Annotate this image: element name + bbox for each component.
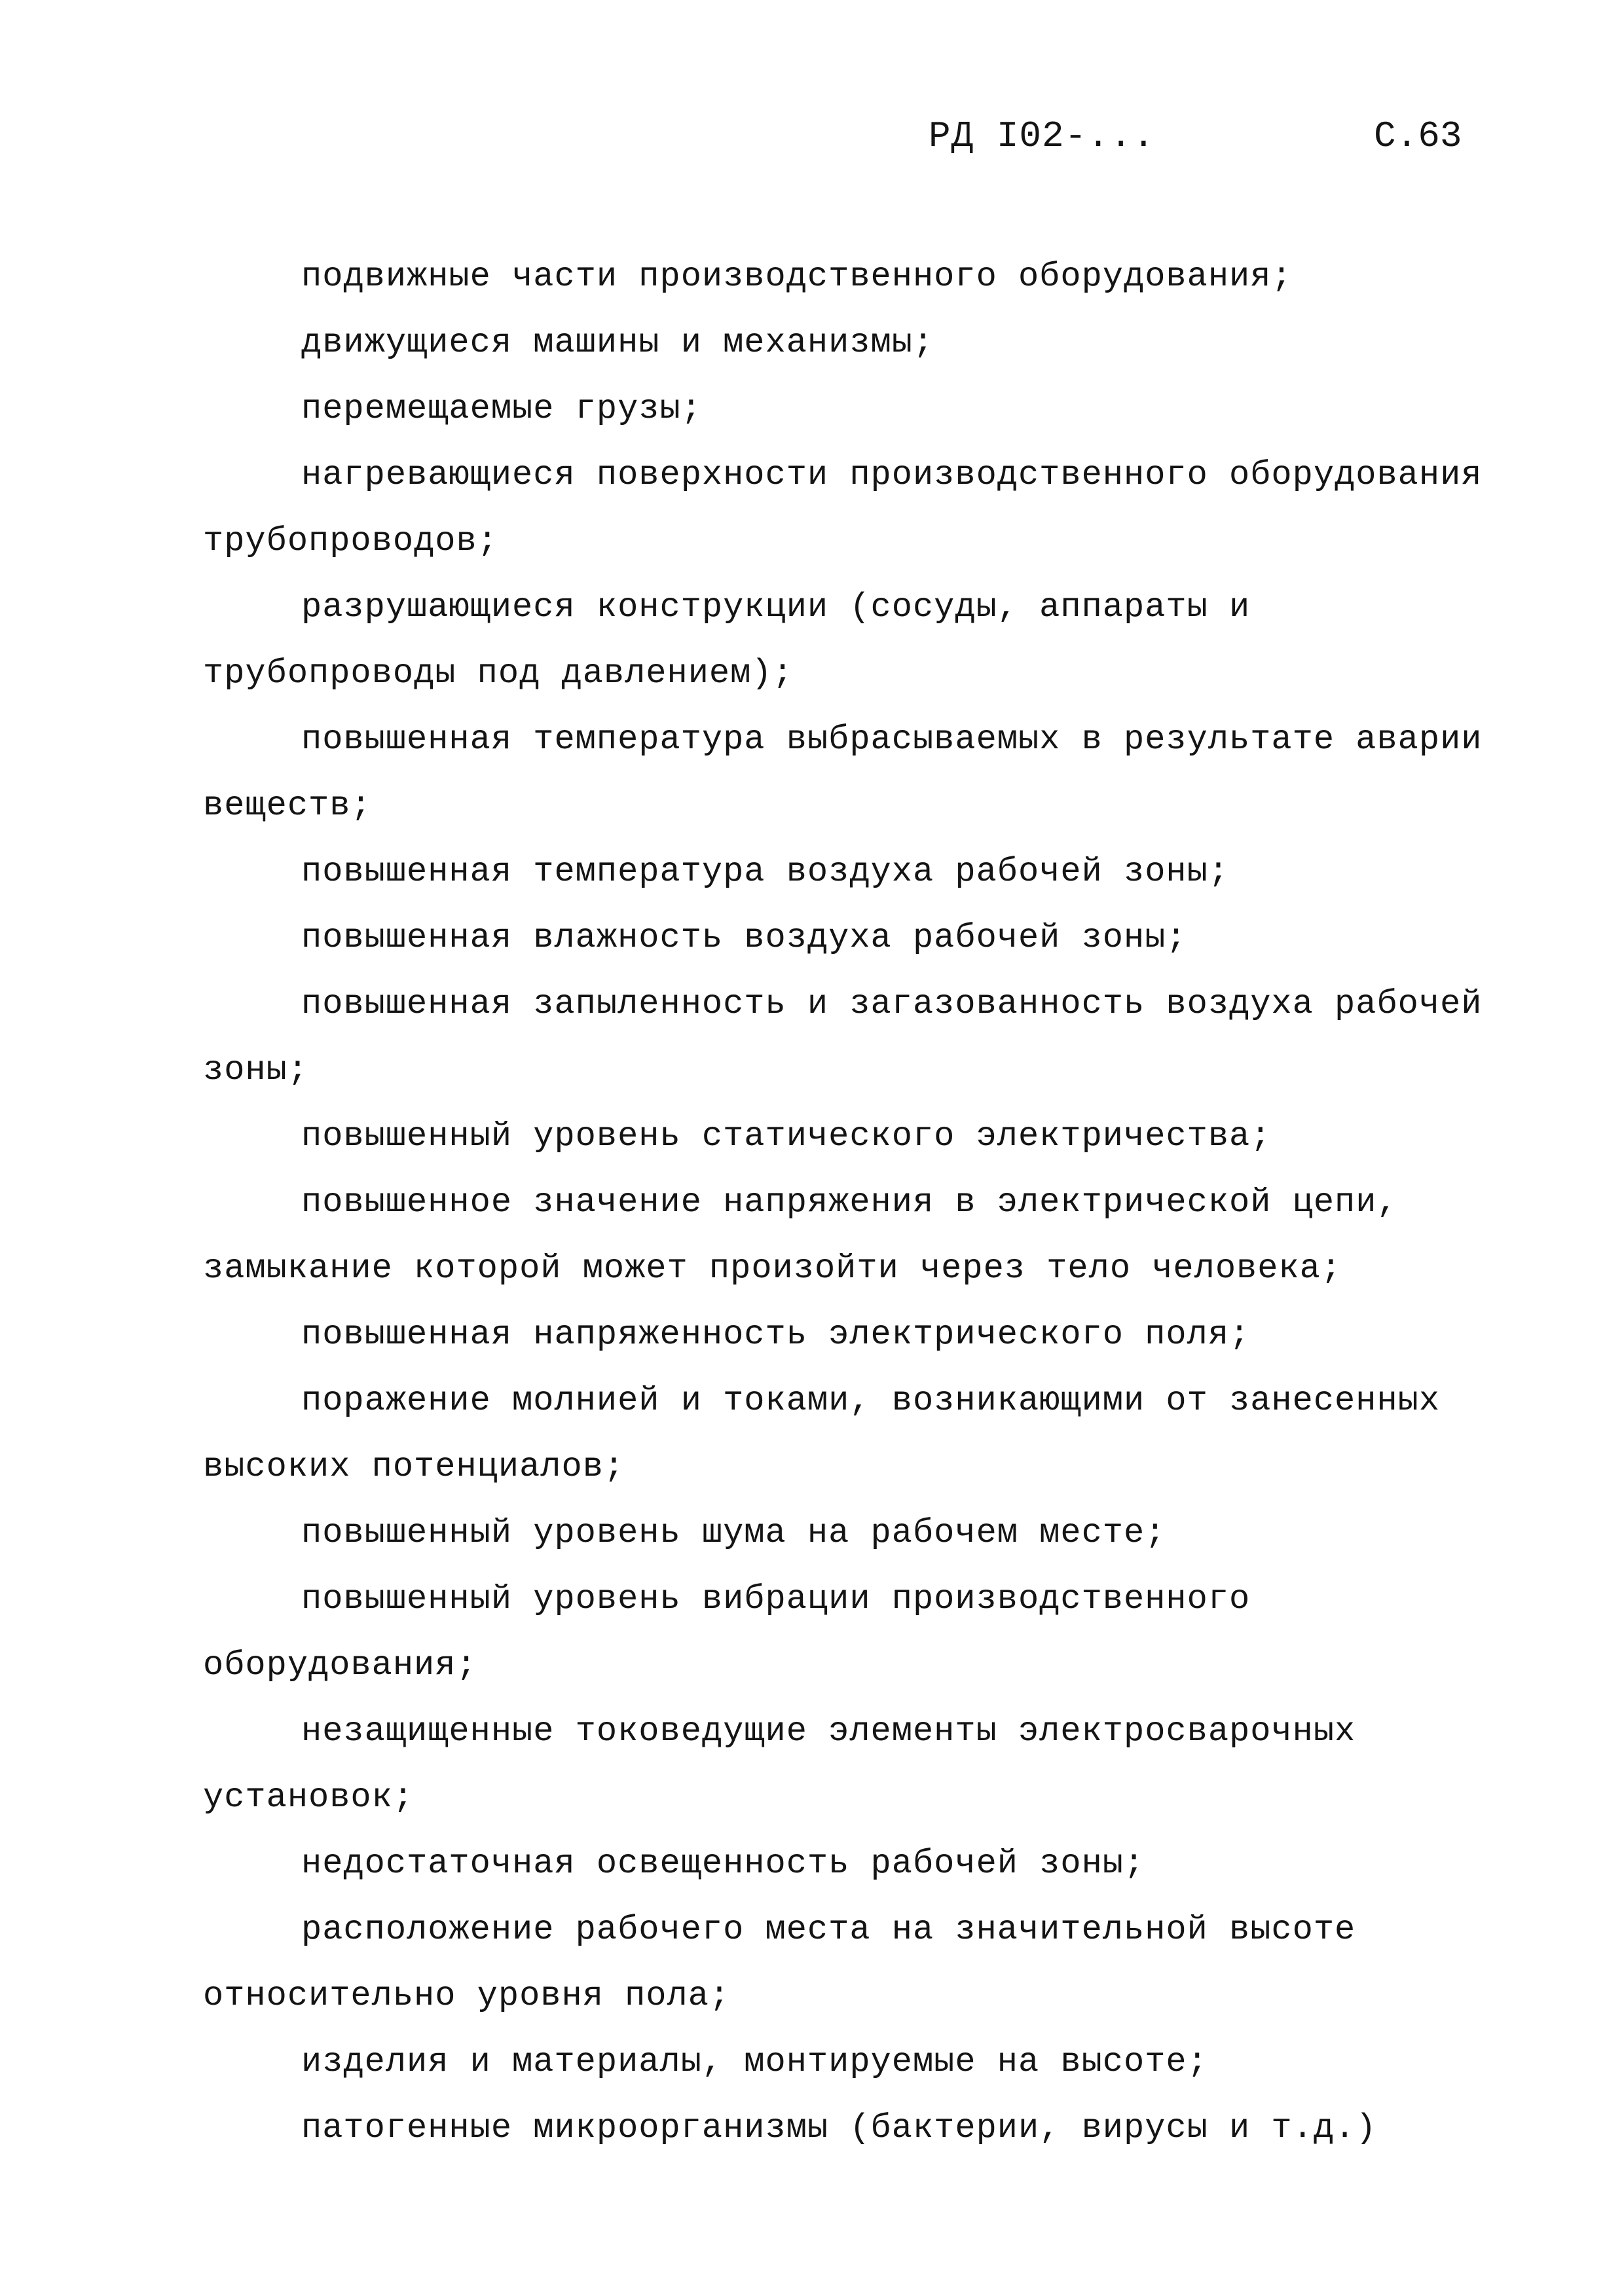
list-item: незащищенные токоведущие элементы электросварочных установок; [203,1712,1356,1817]
list-item: повышенная напряженность электрического поля; [301,1315,1251,1354]
list-item: разрушающиеся конструкции (сосуды, аппараты и трубопроводы под давлением); [203,588,1251,693]
list-item: повышенная температура выбрасываемых в результате аварии веществ; [203,720,1483,825]
list-item: повышенный уровень вибрации производственного оборудования; [203,1580,1251,1685]
list-item: повышенная влажность воздуха рабочей зоны; [301,919,1187,957]
hazard-list [203,244,1506,2161]
list-item: повышенный уровень статического электричества; [301,1117,1272,1156]
page-number: С.63 [1374,115,1462,157]
list-item: нагревающиеся поверхности производственного оборудования трубопроводов; [203,456,1483,560]
page-header [0,110,1624,162]
list-item: повышенная температура воздуха рабочей зоны; [301,852,1230,891]
list-item: патогенные микроорганизмы (бактерии, вирусы и т.д.) [301,2109,1377,2147]
list-item: перемещаемые грузы; [301,390,702,428]
list-item: повышенное значение напряжения в электрической цепи, замыкание которой может произойти через тело человека; [203,1183,1398,1288]
list-item: повышенная запыленность и загазованность воздуха рабочей зоны; [203,985,1483,1089]
list-item: подвижные части производственного оборудования; [301,257,1293,296]
document-code: РД I02-... [929,115,1156,157]
list-item: движущиеся машины и механизмы; [301,323,934,362]
list-item: недостаточная освещенность рабочей зоны; [301,1844,1145,1883]
list-item: поражение молнией и токами, возникающими от занесенных высоких потенциалов; [203,1381,1441,1486]
list-item: изделия и материалы, монтируемые на высоте; [301,2043,1208,2081]
list-item: расположение рабочего места на значительной высоте относительно уровня пола; [203,1910,1356,2015]
list-item: повышенный уровень шума на рабочем месте; [301,1514,1166,1552]
